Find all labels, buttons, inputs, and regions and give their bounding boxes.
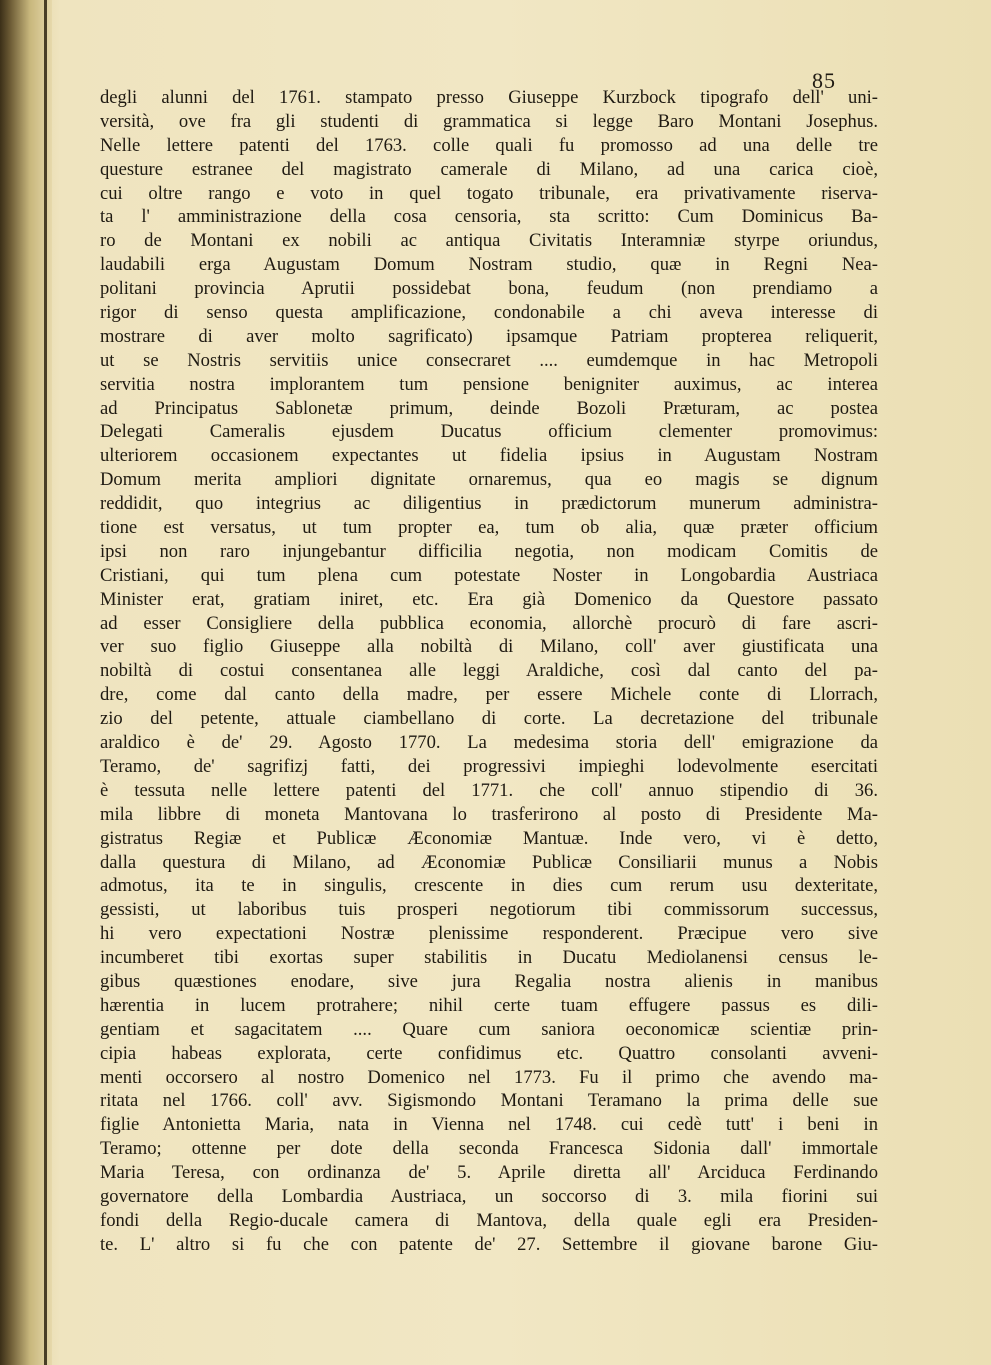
text-line: tione est versatus, ut tum propter ea, tum ob alia, quæ præter officium	[100, 517, 878, 539]
text-line: Minister erat, gratiam iniret, etc. Era già Domenico da Questore passato	[100, 588, 878, 610]
text-line: ver suo figlio Giuseppe alla nobiltà di Milano, coll' aver giustificata una	[100, 636, 878, 658]
text-line: mila libbre di moneta Mantovana lo trasferirono al posto di Presidente Ma-	[100, 803, 878, 825]
text-line: Maria Teresa, con ordinanza de' 5. Aprile diretta all' Arciduca Ferdinando	[100, 1162, 878, 1184]
text-line: admotus, ita te in singulis, crescente in dies cum rerum usu dexteritate,	[100, 875, 878, 897]
text-line: ritata nel 1766. coll' avv. Sigismondo Montani Teramano la prima delle sue	[100, 1090, 878, 1112]
text-line: nobiltà di costui consentanea alle leggi Araldiche, così dal canto del pa-	[100, 660, 878, 682]
text-line: incumberet tibi exortas super stabilitis in Ducatu Mediolanensi census le-	[100, 947, 878, 969]
text-line: questure estranee del magistrato camerale di Milano, ad una carica cioè,	[100, 158, 878, 180]
text-line: ipsi non raro injungebantur difficilia negotia, non modicam Comitis de	[100, 540, 878, 562]
text-line: dre, come dal canto della madre, per essere Michele conte di Llorrach,	[100, 684, 878, 706]
text-line: menti occorsero al nostro Domenico nel 1773. Fu il primo che avendo ma-	[100, 1066, 878, 1088]
text-line: fondi della Regio-ducale camera di Mantova, della quale egli era Presiden-	[100, 1209, 878, 1231]
text-line: cipia habeas explorata, certe confidimus etc. Quattro consolanti avveni-	[100, 1042, 878, 1064]
text-line: dalla questura di Milano, ad Æconomiæ Publicæ Consiliarii munus a Nobis	[100, 851, 878, 873]
text-line: cui oltre rango e voto in quel togato tribunale, era privativamente riserva-	[100, 182, 878, 204]
text-line: Teramo; ottenne per dote della seconda Francesca Sidonia dall' immortale	[100, 1138, 878, 1160]
text-line: ta l' amministrazione della cosa censoria, sta scritto: Cum Dominicus Ba-	[100, 206, 878, 228]
body-text	[100, 86, 878, 1257]
text-line: versità, ove fra gli studenti di grammatica si legge Baro Montani Josephus.	[100, 110, 878, 132]
text-line: ad esser Consigliere della pubblica economia, allorchè procurò di fare ascri-	[100, 612, 878, 634]
text-line: è tessuta nelle lettere patenti del 1771. che coll' annuo stipendio di 36.	[100, 779, 878, 801]
text-line: gistratus Regiæ et Publicæ Æconomiæ Mantuæ. Inde vero, vi è detto,	[100, 827, 878, 849]
text-line: rigor di senso questa amplificazione, condonabile a chi aveva interesse di	[100, 302, 878, 324]
text-line: zio del petente, attuale ciambellano di corte. La decretazione del tribunale	[100, 708, 878, 730]
text-line: reddidit, quo integrius ac diligentius in prædictorum munerum administra-	[100, 493, 878, 515]
text-line: Domum merita ampliori dignitate ornaremus, qua eo magis se dignum	[100, 469, 878, 491]
text-line: ulteriorem occasionem expectantes ut fidelia ipsius in Augustam Nostram	[100, 445, 878, 467]
text-line: degli alunni del 1761. stampato presso Giuseppe Kurzbock tipografo dell' uni-	[100, 87, 878, 108]
text-line: mostrare di aver molto sagrificato) ipsamque Patriam propterea reliquerit,	[100, 325, 878, 347]
text-line: laudabili erga Augustam Domum Nostram studio, quæ in Regni Nea-	[100, 254, 878, 276]
text-line: politani provincia Aprutii possidebat bona, feudum (non prendiamo a	[100, 278, 878, 300]
gutter-shadow-line	[44, 0, 47, 1365]
text-line: Cristiani, qui tum plena cum potestate Noster in Longobardia Austriaca	[100, 564, 878, 586]
text-line: governatore della Lombardia Austriaca, un soccorso di 3. mila fiorini sui	[100, 1185, 878, 1207]
page-number: 85	[812, 68, 836, 93]
text-line: servitia nostra implorantem tum pensione benigniter auximus, ac interea	[100, 373, 878, 395]
text-line: Delegati Cameralis ejusdem Ducatus officium clementer promovimus:	[100, 421, 878, 443]
text-line: gibus quæstiones enodare, sive jura Regalia nostra alienis in manibus	[100, 970, 878, 992]
text-line: araldico è de' 29. Agosto 1770. La medesima storia dell' emigrazione da	[100, 732, 878, 754]
text-line: te. L' altro si fu che con patente de' 27. Settembre il giovane barone Giu-	[100, 1233, 878, 1255]
text-line: figlie Antonietta Maria, nata in Vienna nel 1748. cui cedè tutt' i beni in	[100, 1114, 878, 1136]
text-line: Nelle lettere patenti del 1763. colle quali fu promosso ad una delle tre	[100, 134, 878, 156]
text-line: ad Principatus Sablonetæ primum, deinde Bozoli Præturam, ac postea	[100, 397, 878, 419]
text-line: gessisti, ut laboribus tuis prosperi negotiorum tibi commissorum successus,	[100, 899, 878, 921]
text-line: gentiam et sagacitatem .... Quare cum saniora oeconomicæ scientiæ prin-	[100, 1018, 878, 1040]
text-line: ut se Nostris servitiis unice consecraret .... eumdemque in hac Metropoli	[100, 349, 878, 371]
text-line: ro de Montani ex nobili ac antiqua Civitatis Interamniæ styrpe oriundus,	[100, 230, 878, 252]
text-line: hi vero expectationi Nostræ plenissime responderent. Præcipue vero sive	[100, 923, 878, 945]
text-line: hærentia in lucem protrahere; nihil certe tuam effugere passus es dili-	[100, 994, 878, 1016]
text-line: Teramo, de' sagrifizj fatti, dei progressivi impieghi lodevolmente esercitati	[100, 755, 878, 777]
